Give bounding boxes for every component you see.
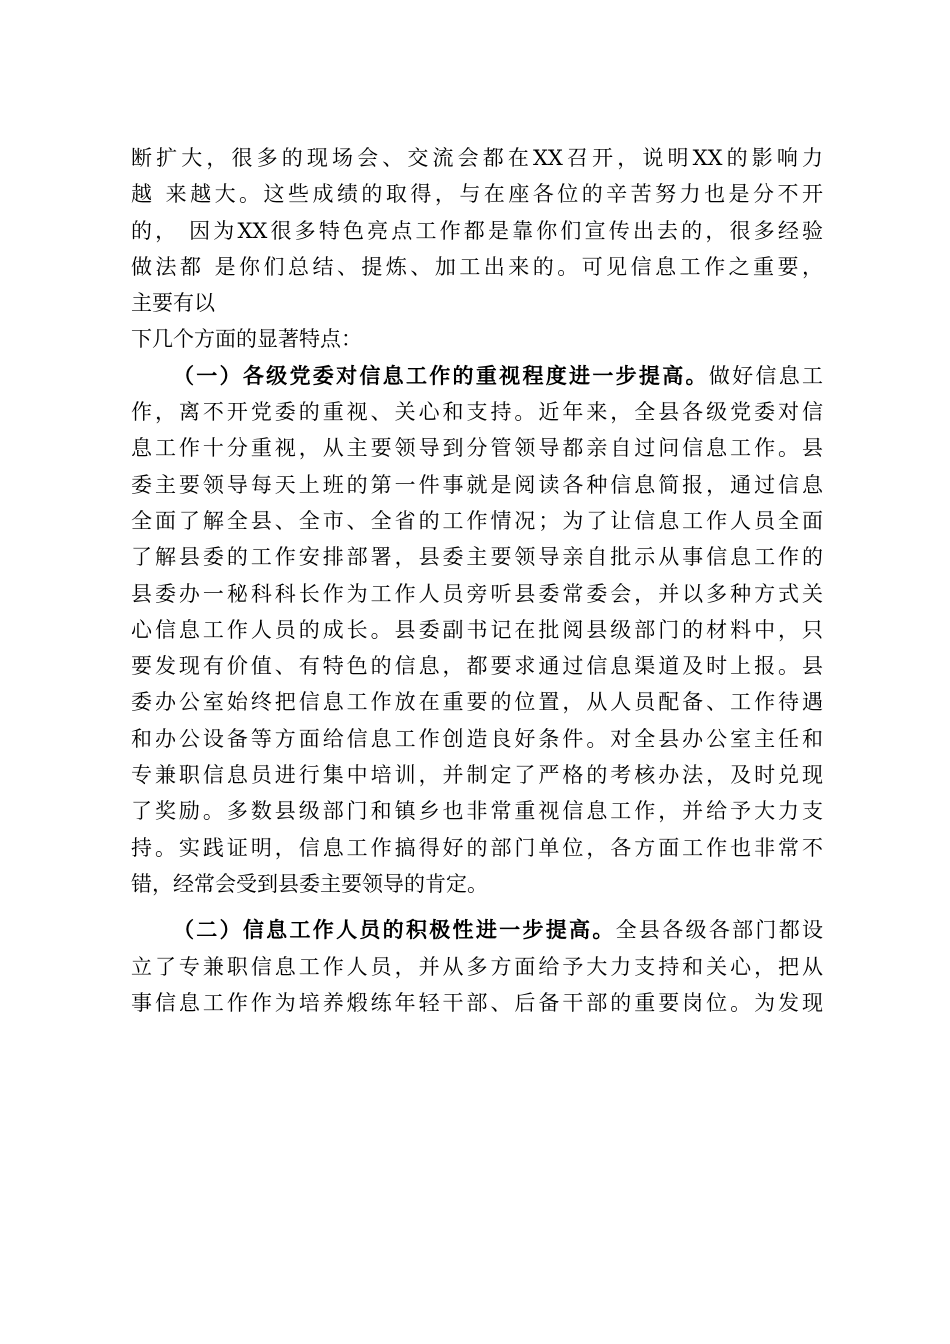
section-1-first-line-text: 做好信息工 [708, 363, 824, 388]
text-line: 要发现有价值、有特色的信息，都要求通过信息渠道及时上报。县 [131, 654, 823, 679]
section-2-heading: （二）信息工作人员的积极性进一步提高。 [173, 917, 616, 943]
text-line: 下几个方面的显著特点： [131, 327, 362, 352]
text-line: 息工作十分重视，从主要领导到分管领导都亲自过问信息工作。县 [131, 436, 823, 461]
text-line: 全面了解全县、全市、全省的工作情况；为了让信息工作人员全面 [131, 508, 823, 533]
text-line: 委主要领导每天上班的第一件事就是阅读各种信息简报，通过信息 [131, 472, 823, 497]
text-line: 了解县委的工作安排部署，县委主要领导亲自批示从事信息工作的 [131, 545, 823, 570]
text-line: 做法都 是你们总结、提炼、加工出来的。可见信息工作之重要， [131, 254, 823, 279]
text-line: 心信息工作人员的成长。县委副书记在批阅县级部门的材料中，只 [131, 617, 823, 642]
text-line: 了奖励。多数县级部门和镇乡也非常重视信息工作，并给予大力支 [131, 799, 823, 824]
section-2-first-line-text: 全县各级各部门都设 [615, 918, 824, 943]
section-1-heading: （一）各级党委对信息工作的重视程度进一步提高。 [173, 362, 709, 388]
document-body [131, 140, 823, 1021]
text-line: 委办公室始终把信息工作放在重要的位置，从人员配备、工作待遇 [131, 690, 823, 715]
text-line: 和办公设备等方面给信息工作创造良好条件。对全县办公室主任和 [131, 726, 823, 751]
paragraph-gap [131, 902, 823, 912]
text-line: 立了专兼职信息工作人员，并从多方面给予大力支持和关心，把从 [131, 954, 823, 979]
text-line: 事信息工作作为培养煅练年轻干部、后备干部的重要岗位。为发现 [131, 990, 823, 1015]
text-line: 主要有以 [131, 291, 215, 316]
section-1-first-line [131, 358, 823, 394]
text-line: 断扩大，很多的现场会、交流会都在XX召开，说明XX的影响力 [131, 146, 823, 170]
text-line: 作，离不开党委的重视、关心和支持。近年来，全县各级党委对信 [131, 400, 823, 425]
text-line: 错，经常会受到县委主要领导的肯定。 [131, 871, 488, 896]
section-2-first-line [131, 912, 823, 948]
text-line: 越 来越大。这些成绩的取得，与在座各位的辛苦努力也是分不开 [131, 182, 823, 207]
text-line: 县委办一秘科科长作为工作人员旁听县委常委会，并以多种方式关 [131, 581, 823, 606]
text-line: 专兼职信息员进行集中培训，并制定了严格的考核办法，及时兑现 [131, 763, 823, 788]
text-line: 的， 因为XX很多特色亮点工作都是靠你们宣传出去的，很多经验 [131, 218, 823, 243]
text-line: 持。实践证明，信息工作搞得好的部门单位，各方面工作也非常不 [131, 835, 823, 860]
